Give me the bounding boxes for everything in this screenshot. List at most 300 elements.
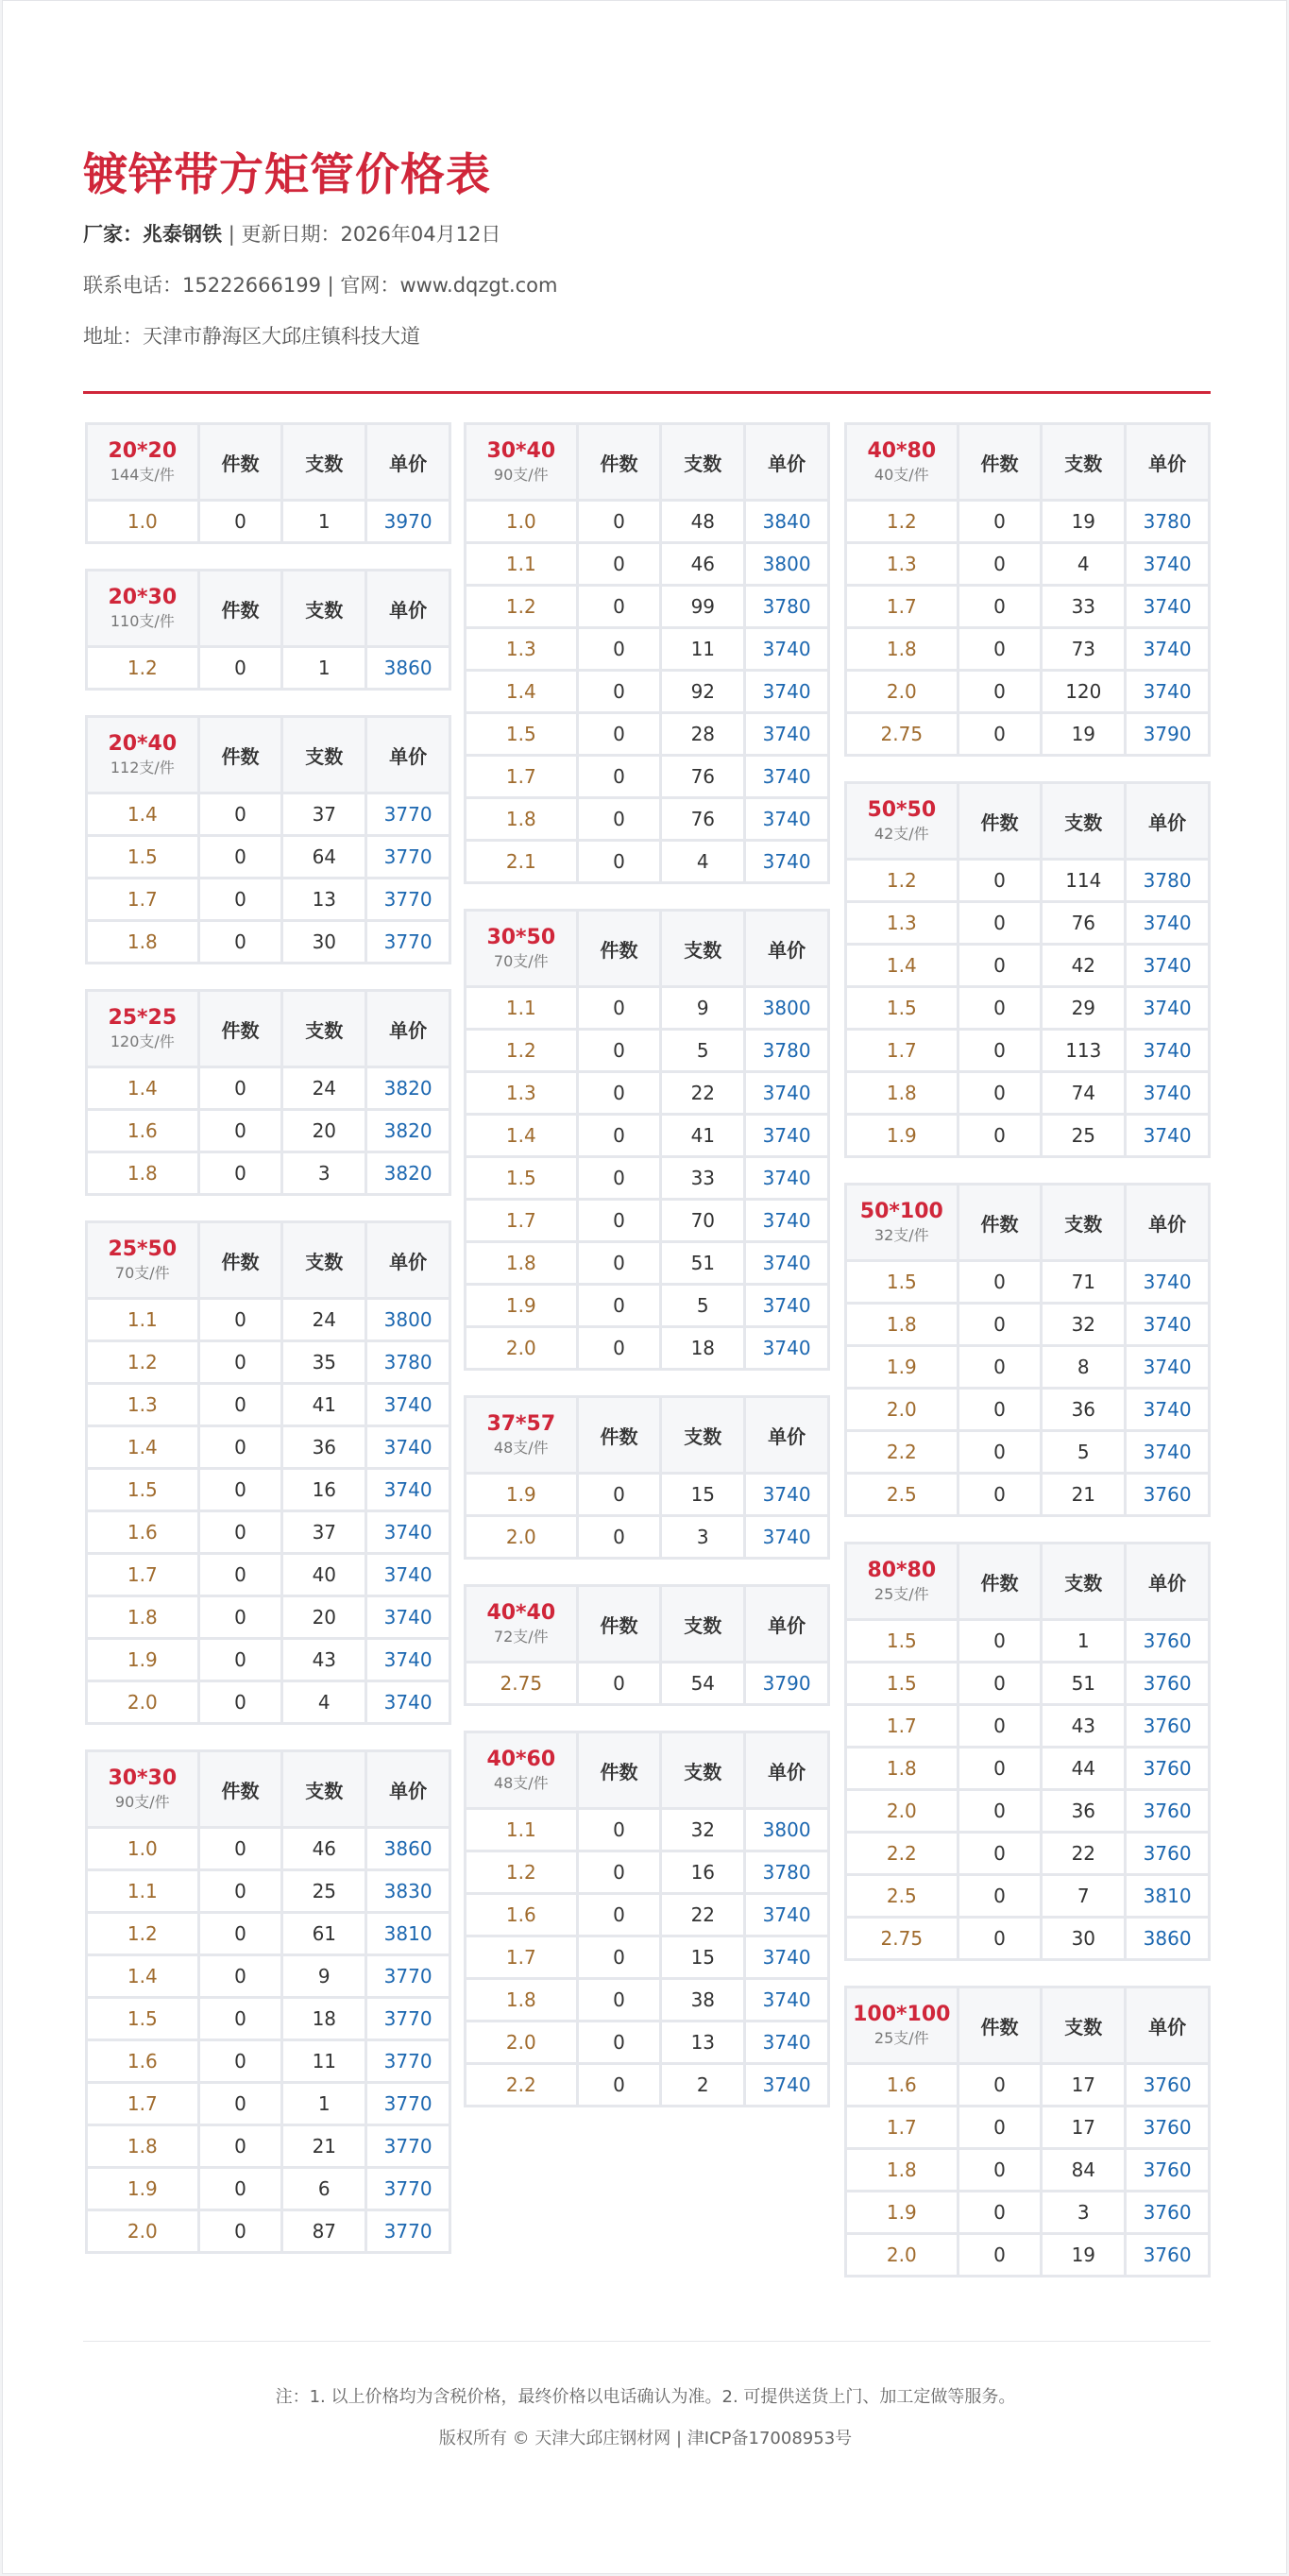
table-row [88, 1682, 449, 1722]
size-table-body [466, 1663, 827, 1703]
footer-note: 注：1. 以上价格均为含税价格，最终价格以电话确认为准。2. 可提供送货上门、加工定做等服务。 [275, 2387, 1016, 2407]
pieces-cell: 0 [579, 757, 660, 796]
size-table-body [847, 1621, 1208, 1958]
size-table [844, 1986, 1211, 2277]
count-cell: 13 [283, 879, 365, 919]
thickness-cell: 1.7 [847, 587, 957, 626]
pieces-cell: 0 [959, 1031, 1041, 1070]
header-row [466, 425, 827, 499]
table-row [847, 502, 1208, 541]
count-cell: 4 [1043, 544, 1124, 584]
count-cell: 33 [662, 1158, 743, 1198]
pieces-header: 件数 [959, 1186, 1041, 1259]
table-row [88, 1153, 449, 1193]
count-cell: 4 [662, 842, 743, 881]
pieces-cell: 0 [959, 903, 1041, 943]
price-header: 单价 [746, 1587, 827, 1661]
count-cell: 22 [1043, 1834, 1124, 1873]
count-cell: 18 [662, 1328, 743, 1368]
count-header: 支数 [283, 425, 365, 499]
price-cell: 3780 [746, 1852, 827, 1892]
thickness-cell: 1.4 [88, 1427, 197, 1467]
pieces-header: 件数 [579, 912, 660, 985]
size-table [844, 781, 1211, 1158]
table-row [466, 799, 827, 839]
pieces-header: 件数 [959, 1988, 1041, 2062]
table-row [466, 714, 827, 754]
size-table [844, 1183, 1211, 1517]
size-spec: 25*25 [108, 1006, 178, 1031]
price-cell: 3740 [746, 1980, 827, 2020]
table-row [847, 2235, 1208, 2275]
thickness-cell: 1.8 [847, 629, 957, 669]
price-cell: 3780 [367, 1342, 449, 1382]
pieces-cell: 0 [579, 1158, 660, 1198]
count-cell: 46 [662, 544, 743, 584]
phone-number[interactable]: 15222666199 [182, 274, 321, 297]
price-header: 单价 [1127, 425, 1208, 499]
header-row [88, 1752, 449, 1826]
count-cell: 71 [1043, 1262, 1124, 1302]
table-row [466, 1286, 827, 1325]
table-row [847, 714, 1208, 754]
thickness-cell: 1.5 [847, 1663, 957, 1703]
count-cell: 16 [283, 1470, 365, 1510]
table-row [466, 2065, 827, 2105]
thickness-cell: 2.0 [847, 672, 957, 711]
thickness-cell: 1.8 [466, 799, 576, 839]
pieces-cell: 0 [579, 2022, 660, 2062]
pieces-per-bundle: 42支/件 [873, 825, 929, 844]
thickness-cell: 1.8 [88, 1597, 197, 1637]
count-header: 支数 [1043, 425, 1124, 499]
manufacturer-name: 兆泰钢铁 [143, 223, 222, 246]
pieces-cell: 0 [959, 2235, 1041, 2275]
table-row [88, 922, 449, 962]
address-text: 天津市静海区大邱庄镇科技大道 [143, 325, 420, 348]
price-cell: 3740 [1127, 1031, 1208, 1070]
price-cell: 3770 [367, 2126, 449, 2166]
size-table-header [466, 912, 827, 985]
thickness-cell: 1.4 [847, 946, 957, 985]
thickness-cell: 1.3 [88, 1385, 197, 1424]
table-row [847, 1791, 1208, 1831]
count-cell: 36 [1043, 1390, 1124, 1429]
size-table-body [466, 1810, 827, 2105]
count-header: 支数 [662, 1398, 743, 1472]
price-cell: 3740 [746, 672, 827, 711]
size-spec: 50*50 [867, 798, 937, 823]
count-header: 支数 [1043, 784, 1124, 858]
thickness-cell: 1.9 [847, 1116, 957, 1155]
thickness-cell: 1.9 [466, 1286, 576, 1325]
thickness-cell: 1.2 [466, 1031, 576, 1070]
size-table-header [466, 425, 827, 499]
thickness-cell: 1.4 [88, 794, 197, 834]
price-cell: 3740 [1127, 587, 1208, 626]
site-link[interactable]: www.dqzgt.com [399, 274, 558, 297]
pieces-per-bundle: 70支/件 [114, 1264, 170, 1283]
table-row [847, 2065, 1208, 2105]
count-cell: 36 [283, 1427, 365, 1467]
count-cell: 3 [662, 1517, 743, 1557]
size-table-header [466, 1587, 827, 1661]
table-row [88, 1512, 449, 1552]
pieces-cell: 0 [579, 714, 660, 754]
thickness-cell: 2.5 [847, 1475, 957, 1514]
table-row [88, 1829, 449, 1868]
thickness-cell: 1.2 [88, 1914, 197, 1953]
size-table-body [88, 502, 449, 541]
thickness-cell: 1.6 [847, 2065, 957, 2105]
table-row [88, 648, 449, 688]
table-row [466, 587, 827, 626]
pieces-cell: 0 [579, 842, 660, 881]
page-title: 镀锌带方矩管价格表 [83, 149, 491, 201]
pieces-per-bundle: 25支/件 [873, 1585, 929, 1604]
pieces-header: 件数 [959, 1544, 1041, 1618]
count-cell: 54 [662, 1663, 743, 1703]
price-cell: 3780 [1127, 502, 1208, 541]
price-cell: 3740 [367, 1470, 449, 1510]
price-cell: 3740 [746, 842, 827, 881]
pieces-cell: 0 [959, 946, 1041, 985]
pieces-cell: 0 [200, 1914, 281, 1953]
thickness-cell: 1.7 [88, 1555, 197, 1595]
pieces-cell: 0 [579, 1937, 660, 1977]
thickness-cell: 1.1 [466, 1810, 576, 1850]
thickness-cell: 1.2 [466, 1852, 576, 1892]
thickness-cell: 1.8 [88, 1153, 197, 1193]
size-header-cell [466, 1587, 576, 1661]
pieces-header: 件数 [579, 425, 660, 499]
table-row [88, 794, 449, 834]
table-row [847, 988, 1208, 1028]
count-cell: 24 [283, 1300, 365, 1339]
table-row [847, 1876, 1208, 1916]
count-cell: 29 [1043, 988, 1124, 1028]
table-row [88, 1111, 449, 1151]
price-cell: 3740 [746, 799, 827, 839]
count-cell: 84 [1043, 2150, 1124, 2190]
price-cell: 3770 [367, 2084, 449, 2124]
price-cell: 3740 [1127, 629, 1208, 669]
price-cell: 3740 [746, 1116, 827, 1155]
size-table [85, 715, 451, 964]
size-spec: 100*100 [853, 2003, 951, 2027]
table-row [466, 2022, 827, 2062]
table-row [88, 837, 449, 877]
pieces-cell: 0 [959, 502, 1041, 541]
size-table-body [88, 794, 449, 962]
count-cell: 61 [283, 1914, 365, 1953]
pieces-cell: 0 [959, 2107, 1041, 2147]
table-row [847, 1390, 1208, 1429]
price-header: 单价 [1127, 1988, 1208, 2062]
count-cell: 6 [283, 2169, 365, 2209]
size-table-header [847, 1988, 1208, 2062]
table-row [466, 1895, 827, 1935]
size-table [844, 422, 1211, 757]
thickness-cell: 2.2 [847, 1432, 957, 1472]
thickness-cell: 1.1 [88, 1300, 197, 1339]
table-row [88, 1597, 449, 1637]
thickness-cell: 1.7 [88, 879, 197, 919]
price-cell: 3740 [367, 1385, 449, 1424]
thickness-cell: 1.8 [88, 2126, 197, 2166]
size-spec: 37*57 [486, 1412, 556, 1437]
pieces-cell: 0 [579, 1116, 660, 1155]
thickness-cell: 1.8 [466, 1980, 576, 2020]
price-cell: 3760 [1127, 2150, 1208, 2190]
count-cell: 17 [1043, 2107, 1124, 2147]
contact-line [83, 260, 1212, 311]
table-row [466, 1517, 827, 1557]
size-table-body [847, 502, 1208, 754]
price-cell: 3760 [1127, 1791, 1208, 1831]
count-cell: 17 [1043, 2065, 1124, 2105]
count-cell: 22 [662, 1895, 743, 1935]
header-row [88, 1223, 449, 1297]
size-table-header [88, 1223, 449, 1297]
count-cell: 64 [283, 837, 365, 877]
thickness-cell: 1.3 [847, 903, 957, 943]
pieces-cell: 0 [959, 1919, 1041, 1958]
thickness-cell: 1.4 [88, 1068, 197, 1108]
thickness-cell: 1.0 [88, 502, 197, 541]
header-row [466, 912, 827, 985]
table-row [88, 2041, 449, 2081]
table-row [847, 1919, 1208, 1958]
pieces-per-bundle: 72支/件 [493, 1628, 549, 1646]
thickness-cell: 1.8 [847, 1073, 957, 1113]
pieces-cell: 0 [200, 1300, 281, 1339]
size-table-header [847, 1186, 1208, 1259]
count-cell: 41 [662, 1116, 743, 1155]
thickness-cell: 1.7 [847, 1031, 957, 1070]
size-spec: 30*50 [486, 926, 556, 950]
count-cell: 48 [662, 502, 743, 541]
count-cell: 35 [283, 1342, 365, 1382]
table-row [88, 879, 449, 919]
pieces-cell: 0 [579, 1073, 660, 1113]
thickness-cell: 1.9 [466, 1475, 576, 1514]
count-cell: 8 [1043, 1347, 1124, 1387]
size-spec: 30*30 [108, 1766, 178, 1791]
pieces-per-bundle: 48支/件 [493, 1439, 549, 1458]
pieces-per-bundle: 32支/件 [873, 1226, 929, 1245]
pieces-cell: 0 [579, 1852, 660, 1892]
price-cell: 3740 [1127, 988, 1208, 1028]
price-cell: 3860 [367, 1829, 449, 1868]
price-cell: 3790 [1127, 714, 1208, 754]
table-row [88, 2211, 449, 2251]
pieces-cell: 0 [959, 1390, 1041, 1429]
pieces-cell: 0 [200, 2211, 281, 2251]
price-cell: 3800 [367, 1300, 449, 1339]
price-header: 单价 [746, 1733, 827, 1807]
table-row [88, 1871, 449, 1911]
thickness-cell: 1.7 [847, 1706, 957, 1746]
size-table [464, 1584, 830, 1706]
size-header-cell [847, 1186, 957, 1259]
size-table-header [466, 1733, 827, 1807]
count-header: 支数 [662, 425, 743, 499]
pieces-per-bundle: 120支/件 [110, 1032, 175, 1051]
thickness-cell: 1.6 [88, 1111, 197, 1151]
price-cell: 3780 [746, 587, 827, 626]
price-header: 单价 [367, 718, 449, 792]
pieces-cell: 0 [200, 1640, 281, 1680]
price-cell: 3740 [367, 1427, 449, 1467]
column-3 [844, 422, 1211, 2302]
pieces-cell: 0 [200, 2041, 281, 2081]
pieces-cell: 0 [200, 502, 281, 541]
size-table-body [847, 2065, 1208, 2275]
pieces-cell: 0 [579, 1517, 660, 1557]
price-cell: 3830 [367, 1871, 449, 1911]
price-cell: 3740 [1127, 1432, 1208, 1472]
thickness-cell: 1.1 [466, 544, 576, 584]
size-table-body [466, 1475, 827, 1557]
count-header: 支数 [1043, 1988, 1124, 2062]
pieces-cell: 0 [579, 1895, 660, 1935]
table-row [847, 1621, 1208, 1661]
table-row [466, 757, 827, 796]
size-table-body [847, 861, 1208, 1155]
pieces-cell: 0 [959, 629, 1041, 669]
count-cell: 1 [283, 2084, 365, 2124]
thickness-cell: 1.1 [466, 988, 576, 1028]
price-header: 单价 [367, 1223, 449, 1297]
thickness-cell: 1.0 [88, 1829, 197, 1868]
pieces-cell: 0 [200, 837, 281, 877]
size-header-cell [847, 1544, 957, 1618]
price-cell: 3740 [367, 1555, 449, 1595]
price-cell: 3740 [746, 629, 827, 669]
pieces-cell: 0 [959, 2150, 1041, 2190]
count-cell: 43 [1043, 1706, 1124, 1746]
count-cell: 43 [283, 1640, 365, 1680]
price-cell: 3740 [746, 1158, 827, 1198]
pieces-header: 件数 [200, 718, 281, 792]
header-divider [83, 391, 1211, 394]
table-row [466, 502, 827, 541]
price-cell: 3770 [367, 2211, 449, 2251]
pieces-per-bundle: 25支/件 [873, 2029, 929, 2048]
pieces-per-bundle: 40支/件 [873, 466, 929, 485]
price-cell: 3860 [1127, 1919, 1208, 1958]
count-cell: 5 [662, 1031, 743, 1070]
price-cell: 3740 [1127, 544, 1208, 584]
table-row [466, 1201, 827, 1240]
count-cell: 19 [1043, 502, 1124, 541]
size-header-cell [466, 425, 576, 499]
count-cell: 92 [662, 672, 743, 711]
table-row [466, 988, 827, 1028]
thickness-cell: 1.4 [466, 672, 576, 711]
pieces-cell: 0 [579, 1201, 660, 1240]
copyright: 版权所有 © 天津大邱庄钢材网 | 津ICP备17008953号 [438, 2429, 853, 2448]
pieces-cell: 0 [200, 1829, 281, 1868]
price-cell: 3740 [1127, 1347, 1208, 1387]
thickness-cell: 2.5 [847, 1876, 957, 1916]
table-row [88, 1427, 449, 1467]
count-header: 支数 [283, 718, 365, 792]
table-row [466, 1328, 827, 1368]
size-table [85, 989, 451, 1196]
size-header-cell [847, 784, 957, 858]
price-cell: 3740 [746, 2022, 827, 2062]
pieces-cell: 0 [579, 587, 660, 626]
size-table-header [466, 1398, 827, 1472]
header-row [847, 1544, 1208, 1618]
table-row [466, 1158, 827, 1198]
size-table-body [88, 1300, 449, 1722]
size-table-body [88, 1829, 449, 2251]
count-cell: 120 [1043, 672, 1124, 711]
size-table [85, 569, 451, 691]
pieces-cell: 0 [200, 1342, 281, 1382]
pieces-cell: 0 [579, 672, 660, 711]
count-cell: 4 [283, 1682, 365, 1722]
table-row [847, 544, 1208, 584]
size-table [464, 422, 830, 884]
count-cell: 11 [283, 2041, 365, 2081]
count-cell: 51 [662, 1243, 743, 1283]
pieces-per-bundle: 144支/件 [110, 466, 175, 485]
table-row [466, 1980, 827, 2020]
table-row [847, 1834, 1208, 1873]
pieces-cell: 0 [200, 1682, 281, 1722]
pieces-cell: 0 [959, 714, 1041, 754]
thickness-cell: 1.1 [88, 1871, 197, 1911]
size-spec: 20*30 [108, 586, 178, 610]
table-row [847, 1116, 1208, 1155]
count-cell: 76 [1043, 903, 1124, 943]
table-row [88, 1068, 449, 1108]
size-header-cell [466, 1398, 576, 1472]
table-row [88, 1914, 449, 1953]
pieces-cell: 0 [579, 544, 660, 584]
thickness-cell: 1.9 [88, 1640, 197, 1680]
price-cell: 3800 [746, 544, 827, 584]
count-cell: 5 [662, 1286, 743, 1325]
price-header: 单价 [746, 912, 827, 985]
count-cell: 20 [283, 1597, 365, 1637]
price-cell: 3820 [367, 1068, 449, 1108]
count-header: 支数 [662, 912, 743, 985]
size-table-header [847, 425, 1208, 499]
thickness-cell: 1.9 [88, 2169, 197, 2209]
price-cell: 3740 [746, 1201, 827, 1240]
count-cell: 2 [662, 2065, 743, 2105]
size-table-body [88, 1068, 449, 1193]
pieces-cell: 0 [959, 587, 1041, 626]
thickness-cell: 1.5 [847, 988, 957, 1028]
thickness-cell: 2.0 [466, 1328, 576, 1368]
pieces-cell: 0 [959, 1073, 1041, 1113]
table-row [847, 2107, 1208, 2147]
size-table-header [88, 1752, 449, 1826]
count-cell: 41 [283, 1385, 365, 1424]
count-cell: 70 [662, 1201, 743, 1240]
pieces-cell: 0 [579, 1328, 660, 1368]
thickness-cell: 1.6 [466, 1895, 576, 1935]
price-cell: 3740 [746, 1517, 827, 1557]
count-cell: 33 [1043, 587, 1124, 626]
table-row [847, 1347, 1208, 1387]
